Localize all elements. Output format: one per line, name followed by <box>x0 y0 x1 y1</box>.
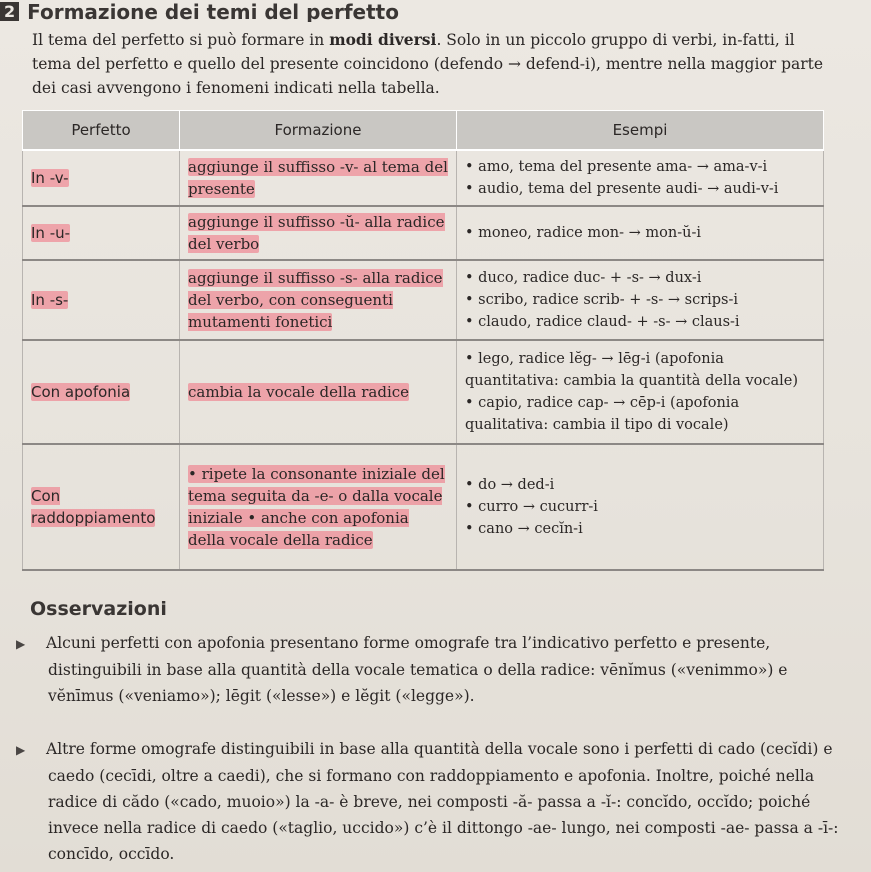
table-row <box>23 260 824 340</box>
perfetto-cell: Con apofonia <box>31 383 131 401</box>
section-title: Formazione dei temi del perfetto <box>27 0 399 22</box>
formazione-cell: aggiunge il suffisso -ŭ- alla radice del verbo <box>188 213 445 253</box>
esempio-item: • scribo, radice scrib- + -s- → scrips-i <box>465 289 815 311</box>
esempio-item: • amo, tema del presente ama- → ama-v-i <box>465 156 815 178</box>
header-perfetto: Perfetto <box>23 111 180 151</box>
formation-table <box>22 110 824 571</box>
table-header-row <box>23 111 824 151</box>
esempio-item: • cano → cecĭn-i <box>465 518 815 540</box>
esempio-item: • lego, radice lĕg- → lēg-i (apofonia quantitativa: cambia la quantità della vocale) <box>465 348 815 392</box>
formazione-cell: cambia la vocale della radice <box>188 383 410 401</box>
formazione-cell: • ripete la consonante iniziale del tema seguita da -e- o dalla vocale iniziale • anche con apofonia della vocale della radice <box>188 465 445 549</box>
esempi-list <box>465 267 815 333</box>
intro-text-1: Il tema del perfetto si può formare in <box>32 31 330 49</box>
perfetto-cell: In -v- <box>31 169 69 187</box>
esempio-item: • duco, radice duc- + -s- → dux-i <box>465 267 815 289</box>
table-row <box>23 444 824 570</box>
esempi-list <box>465 474 815 540</box>
esempio-item: • claudo, radice claud- + -s- → claus-i <box>465 311 815 333</box>
triangle-bullet-icon: ▶ <box>16 637 26 651</box>
esempi-list <box>465 348 815 436</box>
header-esempi: Esempi <box>457 111 824 151</box>
perfetto-cell: In -s- <box>31 291 69 309</box>
esempio-item: • audio, tema del presente audi- → audi-v-i <box>465 178 815 200</box>
observation-text: Alcuni perfetti con apofonia presentano forme omografe tra l’indicativo perfetto e presente, distinguibili in base alla quantità della vocale tematica o della radice: vēnĭmus («venimmo») e vĕnīmus («veniamo»); lēgit («lesse») e lĕgit («legge»). <box>46 634 788 705</box>
table-row <box>23 340 824 444</box>
perfetto-cell: Con raddoppiamento <box>31 487 156 527</box>
section-number: 2 <box>0 2 19 21</box>
formazione-cell: aggiunge il suffisso -s- alla radice del verbo, con conseguenti mutamenti fonetici <box>188 269 443 331</box>
observation-note <box>16 736 852 867</box>
esempi-list <box>465 156 815 200</box>
esempio-item: • curro → cucurr-i <box>465 496 815 518</box>
triangle-bullet-icon: ▶ <box>16 743 26 757</box>
header-formazione: Formazione <box>180 111 457 151</box>
section-heading <box>0 0 871 22</box>
table-row <box>23 206 824 260</box>
observation-text: Altre forme omografe distinguibili in base alla quantità della vocale sono i perfetti di cado (cecĭdi) e caedo (cecīdi, oltre a caedi), che si formano con raddoppiamento e apofonia. Inoltre, poiché nella radice di cădo («cado, muoio») la -a- è breve, nei composti -ă- passa a -ĭ-: concĭdo, occĭdo; poiché invece nella radice di caedo («taglio, uccido») c’è il dittongo -ae- lungo, nei composti -ae- passa a -ī-: concīdo, occīdo. <box>46 740 839 863</box>
formazione-cell: aggiunge il suffisso -v- al tema del presente <box>188 158 448 198</box>
esempio-item: • do → ded-i <box>465 474 815 496</box>
esempi-list <box>465 222 815 244</box>
intro-paragraph <box>32 28 832 100</box>
perfetto-cell: In -u- <box>31 224 71 242</box>
esempio-item: • moneo, radice mon- → mon-ŭ-i <box>465 222 815 244</box>
table-row <box>23 150 824 206</box>
observations-title: Osservazioni <box>30 598 167 620</box>
intro-text-2: . Solo in un piccolo gruppo di verbi, in-fatti, il tema del perfetto e quello del presente coincidono (defendo → defend-i), mentre nella maggior parte dei casi avvengono i fenomeni indicati nella tabella. <box>32 31 824 97</box>
observation-note <box>16 630 852 709</box>
intro-bold: modi diversi <box>329 30 437 49</box>
esempio-item: • capio, radice cap- → cēp-i (apofonia qualitativa: cambia il tipo di vocale) <box>465 392 815 436</box>
